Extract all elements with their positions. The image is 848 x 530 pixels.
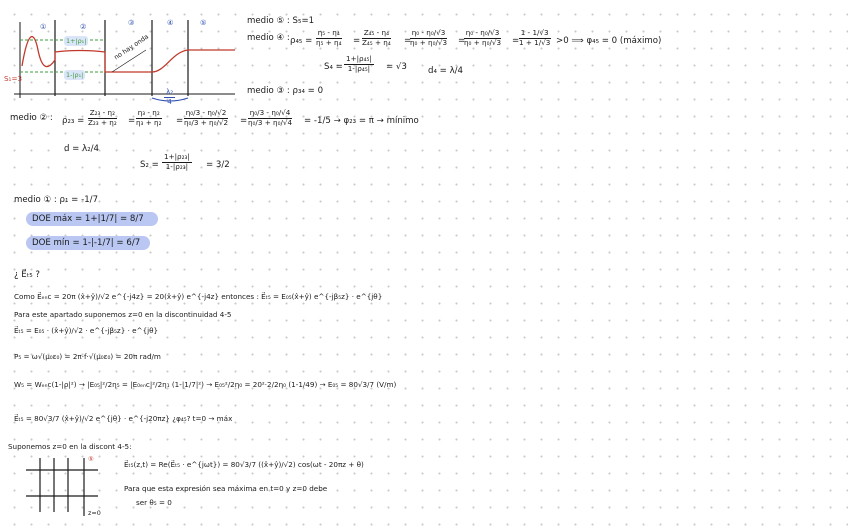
equals-sign: = xyxy=(404,36,412,46)
line-para2: Para que esta expresión sea máxima en t=0 y z=0 debe xyxy=(124,484,328,493)
line-w: W₅ = Wₑₙc(1-|ρ|²) → |E₀₅|²/2η₅ = |E₀ₑₙc|²/2η₁ (1-|1/7|²) → E₀₅²/2η₀ = 20²·2/2η₀ (1-1/49) → E₀₅ = 80√3/7 (V/m) xyxy=(14,380,397,389)
lower-band-label: 1-|ρ₁| xyxy=(66,71,84,79)
frac-den: η₀/3 + η₀/√4 xyxy=(248,117,293,127)
line-ets: E⃗ₜ₅(z,t) = Re(E⃗ₜ₅ · e^{jωt}) = 80√3/7 ((x̂+ŷ)/√2) cos(ωt - 20πz + θ) xyxy=(124,460,364,469)
frac-num: Z₂₃ - η₂ xyxy=(89,108,115,117)
frac-den: η₀ + η₀/√3 xyxy=(410,37,448,47)
frac-den: η₀ + η₀/√3 xyxy=(464,37,502,47)
line-p5: P₅ = ω√(μ₀ε₀) = 2π·f·√(μ₀ε₀) = 20π rad/m xyxy=(14,352,161,361)
doe-min: DOE mín = 1-|-1/7| = 6/7 xyxy=(32,238,141,248)
frac-num: 1+|ρ₂₃| xyxy=(164,152,190,161)
medio1-heading: medio ① : ρ₁ = -1/7 xyxy=(14,195,99,205)
line-et5: E⃗ₜ₅ = E₀₅ · (x̂+ŷ)/√2 · e^{-jβ₅z} · e^{jθ} xyxy=(14,326,159,335)
frac-den: η₀/3 + η₀/√2 xyxy=(184,117,229,127)
frac-num: η₀ - η₀/√3 xyxy=(465,28,500,37)
frac-den: 1-|ρ₄₅| xyxy=(347,63,371,73)
fraction-numerator: λ₂ xyxy=(166,87,174,96)
s2-label: S₂ = xyxy=(140,160,159,170)
equals-sign: = xyxy=(458,36,466,46)
frac-num: η₃ - η₂ xyxy=(137,108,160,117)
no-wave-label: no hay onda xyxy=(112,32,150,62)
equals-sign: = xyxy=(176,116,184,126)
medio2-d: d = λ₂/4 xyxy=(64,144,100,154)
medio2-result: = -1/5 → φ₂₃ = π → mínimo xyxy=(304,116,419,126)
doe-max: DOE máx = 1+|1/7| = 8/7 xyxy=(32,214,144,224)
d4-value: d₄ = λ/4 xyxy=(428,66,464,76)
medio4-rho-label: ρ₄₅ = xyxy=(290,36,313,46)
frac-den: 1-|ρ₂₃| xyxy=(165,161,189,171)
medio4-result: >0 ⟹ φ₄₅ = 0 (máximo) xyxy=(556,36,662,46)
region-label-5: ⑤ xyxy=(200,18,207,27)
frac-num: η₅ - η₄ xyxy=(317,28,340,37)
line-ser: ser θ₅ = 0 xyxy=(136,498,172,507)
medio2-rho-label: ρ₂₃ = xyxy=(62,116,85,126)
line-suponemos: Suponemos z=0 en la discont 4-5: xyxy=(8,442,132,451)
s4-label: S₄ = xyxy=(324,62,343,72)
frac-num: η₀/3 - η₀/√2 xyxy=(185,108,227,117)
frac-num: η₀ - η₀/√3 xyxy=(411,28,446,37)
s4-value: = √3 xyxy=(386,62,407,72)
medio2-heading: medio ② : xyxy=(10,113,53,123)
equals-sign: = xyxy=(353,36,361,46)
region-label-4: ④ xyxy=(167,18,174,27)
region-label-2: ② xyxy=(80,22,87,31)
grid-z0-label: z=0 xyxy=(88,509,101,517)
frac-num: 1+|ρ₄₅| xyxy=(346,54,372,63)
frac-den: η₃ + η₂ xyxy=(136,117,162,127)
frac-den: Z₂₃ + η₂ xyxy=(88,117,117,127)
line-como: Como E⃗ₑₙc = 20π (x̂+ŷ)/√2 e^{-j4z} = 20(x̂+ŷ) e^{-j4z} entonces : E⃗ₜ₅ = E₀₅(x̂+ŷ) e^{-jβ₅z} · e^{jθ} xyxy=(14,292,383,301)
frac-den: Z₄₅ + η₄ xyxy=(362,37,391,47)
s1-label: S₁=3 xyxy=(4,74,23,83)
frac-num: 1 - 1/√3 xyxy=(520,28,549,37)
region-label-3: ③ xyxy=(128,18,135,27)
region-label-1: ① xyxy=(40,22,47,31)
frac-den: η₅ + η₄ xyxy=(316,37,342,47)
equals-sign: = xyxy=(512,36,520,46)
grid-region-5-label: ⑤ xyxy=(88,455,94,463)
medio3-line: medio ③ : ρ₃₄ = 0 xyxy=(247,86,324,96)
frac-num: η₀/3 - η₀/√4 xyxy=(249,108,291,117)
upper-band-label: 1+|ρ₁| xyxy=(66,37,87,45)
frac-num: Z₄₅ - η₄ xyxy=(363,28,389,37)
medio4-heading: medio ④ : xyxy=(247,33,290,43)
equals-sign: = xyxy=(128,116,136,126)
medio5-heading: medio ⑤ : S₅=1 xyxy=(247,16,315,26)
s2-value: = 3/2 xyxy=(206,160,230,170)
frac-den: 1 + 1/√3 xyxy=(519,37,551,47)
question-et5: ¿ E⃗ₜ₅ ? xyxy=(14,270,40,280)
line-et5b: E⃗ₜ₅ = 80√3/7 (x̂+ŷ)/√2 e^{jθ} · e^{-j20πz} ¿φ₄₅? t=0 → máx xyxy=(14,414,233,423)
fraction-denominator: 4 xyxy=(167,96,172,106)
line-para: Para este apartado suponemos z=0 en la discontinuidad 4-5 xyxy=(14,310,232,319)
equals-sign: = xyxy=(240,116,248,126)
